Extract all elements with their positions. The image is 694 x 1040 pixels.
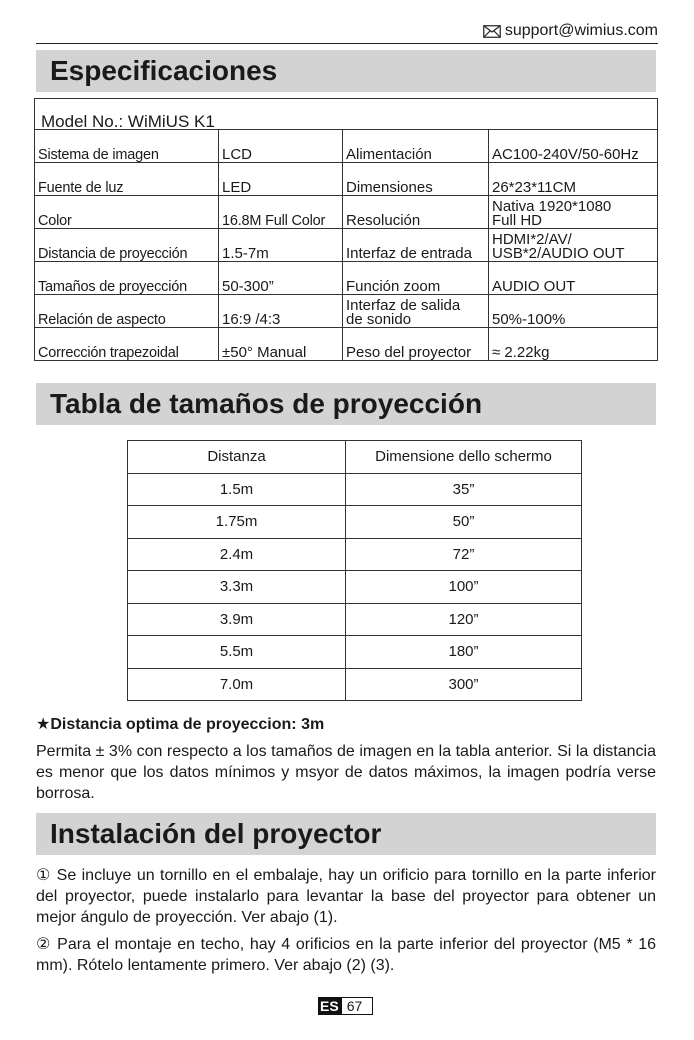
- model-number: Model No.: WiMiUS K1: [35, 99, 658, 130]
- spec-label: Resolución: [343, 196, 489, 229]
- spec-value: HDMI*2/AV/ USB*2/AUDIO OUT: [489, 229, 658, 262]
- header-rule: [36, 43, 658, 44]
- size-row: [128, 571, 582, 604]
- size-table: [127, 440, 582, 701]
- spec-row: [35, 328, 658, 361]
- spec-label: Peso del proyector: [343, 328, 489, 361]
- spec-label: Tamaños de proyección: [35, 262, 219, 295]
- distance-cell: 5.5m: [128, 636, 346, 669]
- distance-cell: 1.5m: [128, 473, 346, 506]
- spec-value: AUDIO OUT: [489, 262, 658, 295]
- support-email[interactable]: support@wimius.com: [504, 22, 658, 39]
- spec-label: Interfaz de salida de sonido: [343, 295, 489, 328]
- screen-size-cell: 72”: [346, 538, 582, 571]
- spec-label: Distancia de proyección: [35, 229, 219, 262]
- spec-label: Alimentación: [343, 130, 489, 163]
- section-title-install: Instalación del proyector: [36, 813, 656, 855]
- distance-cell: 3.3m: [128, 571, 346, 604]
- screen-size-cell: 300”: [346, 668, 582, 701]
- page-number: [318, 997, 373, 1015]
- spec-row: [35, 229, 658, 262]
- install-step-1: ① Se incluye un tornillo en el embalaje, hay un orificio para tornillo en la parte inferior del proyector, puede instalarlo para levantar la base del proyector para obtener un mejor ángulo de proyección. Ver abajo (1).: [36, 867, 656, 926]
- model-row: [35, 99, 658, 130]
- spec-value: LCD: [219, 130, 343, 163]
- spec-value: Nativa 1920*1080 Full HD: [489, 196, 658, 229]
- install-step-2: ② Para el montaje en techo, hay 4 orificios en la parte inferior del proyector (M5 * 16 mm). Rótelo lentamente primero. Ver abajo (2) (3).: [36, 936, 656, 974]
- section-title-sizes: Tabla de tamaños de proyección: [36, 383, 656, 425]
- spec-value: 26*23*11CM: [489, 163, 658, 196]
- page-number-value: 67: [341, 997, 374, 1015]
- size-row: [128, 538, 582, 571]
- screen-size-cell: 35”: [346, 473, 582, 506]
- size-row: [128, 506, 582, 539]
- support-contact: [483, 22, 658, 40]
- spec-value: 50-300”: [219, 262, 343, 295]
- size-row: [128, 636, 582, 669]
- spec-table: [34, 98, 658, 361]
- screen-size-cell: 120”: [346, 603, 582, 636]
- size-row: [128, 603, 582, 636]
- distance-cell: 7.0m: [128, 668, 346, 701]
- spec-label: Dimensiones: [343, 163, 489, 196]
- spec-row: [35, 295, 658, 328]
- screen-size-cell: 180”: [346, 636, 582, 669]
- section-title-specs: Especificaciones: [36, 50, 656, 92]
- tolerance-note: Permita ± 3% con respecto a los tamaños de imagen en la tabla anterior. Si la distancia es menor que los datos mínimos y msyor de datos máximos, la imagen podría verse borrosa.: [36, 743, 656, 802]
- distance-cell: 3.9m: [128, 603, 346, 636]
- spec-label: Relación de aspecto: [35, 295, 219, 328]
- spec-value: LED: [219, 163, 343, 196]
- size-row: [128, 473, 582, 506]
- distance-cell: 2.4m: [128, 538, 346, 571]
- header-screen-size: Dimensione dello schermo: [346, 441, 582, 474]
- screen-size-cell: 100”: [346, 571, 582, 604]
- envelope-icon: [483, 25, 501, 38]
- screen-size-cell: 50”: [346, 506, 582, 539]
- spec-row: [35, 262, 658, 295]
- spec-label: Corrección trapezoidal: [35, 328, 219, 361]
- header-distance: Distanza: [128, 441, 346, 474]
- spec-label: Fuente de luz: [35, 163, 219, 196]
- distance-cell: 1.75m: [128, 506, 346, 539]
- spec-value: ≈ 2.22kg: [489, 328, 658, 361]
- optimal-distance: ★Distancia optima de proyeccion: 3m: [36, 716, 325, 733]
- spec-value: 1.5-7m: [219, 229, 343, 262]
- spec-row: [35, 130, 658, 163]
- spec-value: 16:9 /4:3: [219, 295, 343, 328]
- spec-value: ±50° Manual: [219, 328, 343, 361]
- size-header-row: [128, 441, 582, 474]
- size-row: [128, 668, 582, 701]
- spec-value: AC100-240V/50-60Hz: [489, 130, 658, 163]
- spec-label: Color: [35, 196, 219, 229]
- spec-row: [35, 196, 658, 229]
- spec-label: Interfaz de entrada: [343, 229, 489, 262]
- spec-label: Sistema de imagen: [35, 130, 219, 163]
- language-badge: ES: [320, 998, 339, 1014]
- spec-value: 50%-100%: [489, 295, 658, 328]
- spec-row: [35, 163, 658, 196]
- spec-label: Función zoom: [343, 262, 489, 295]
- spec-value: 16.8M Full Color: [219, 196, 343, 229]
